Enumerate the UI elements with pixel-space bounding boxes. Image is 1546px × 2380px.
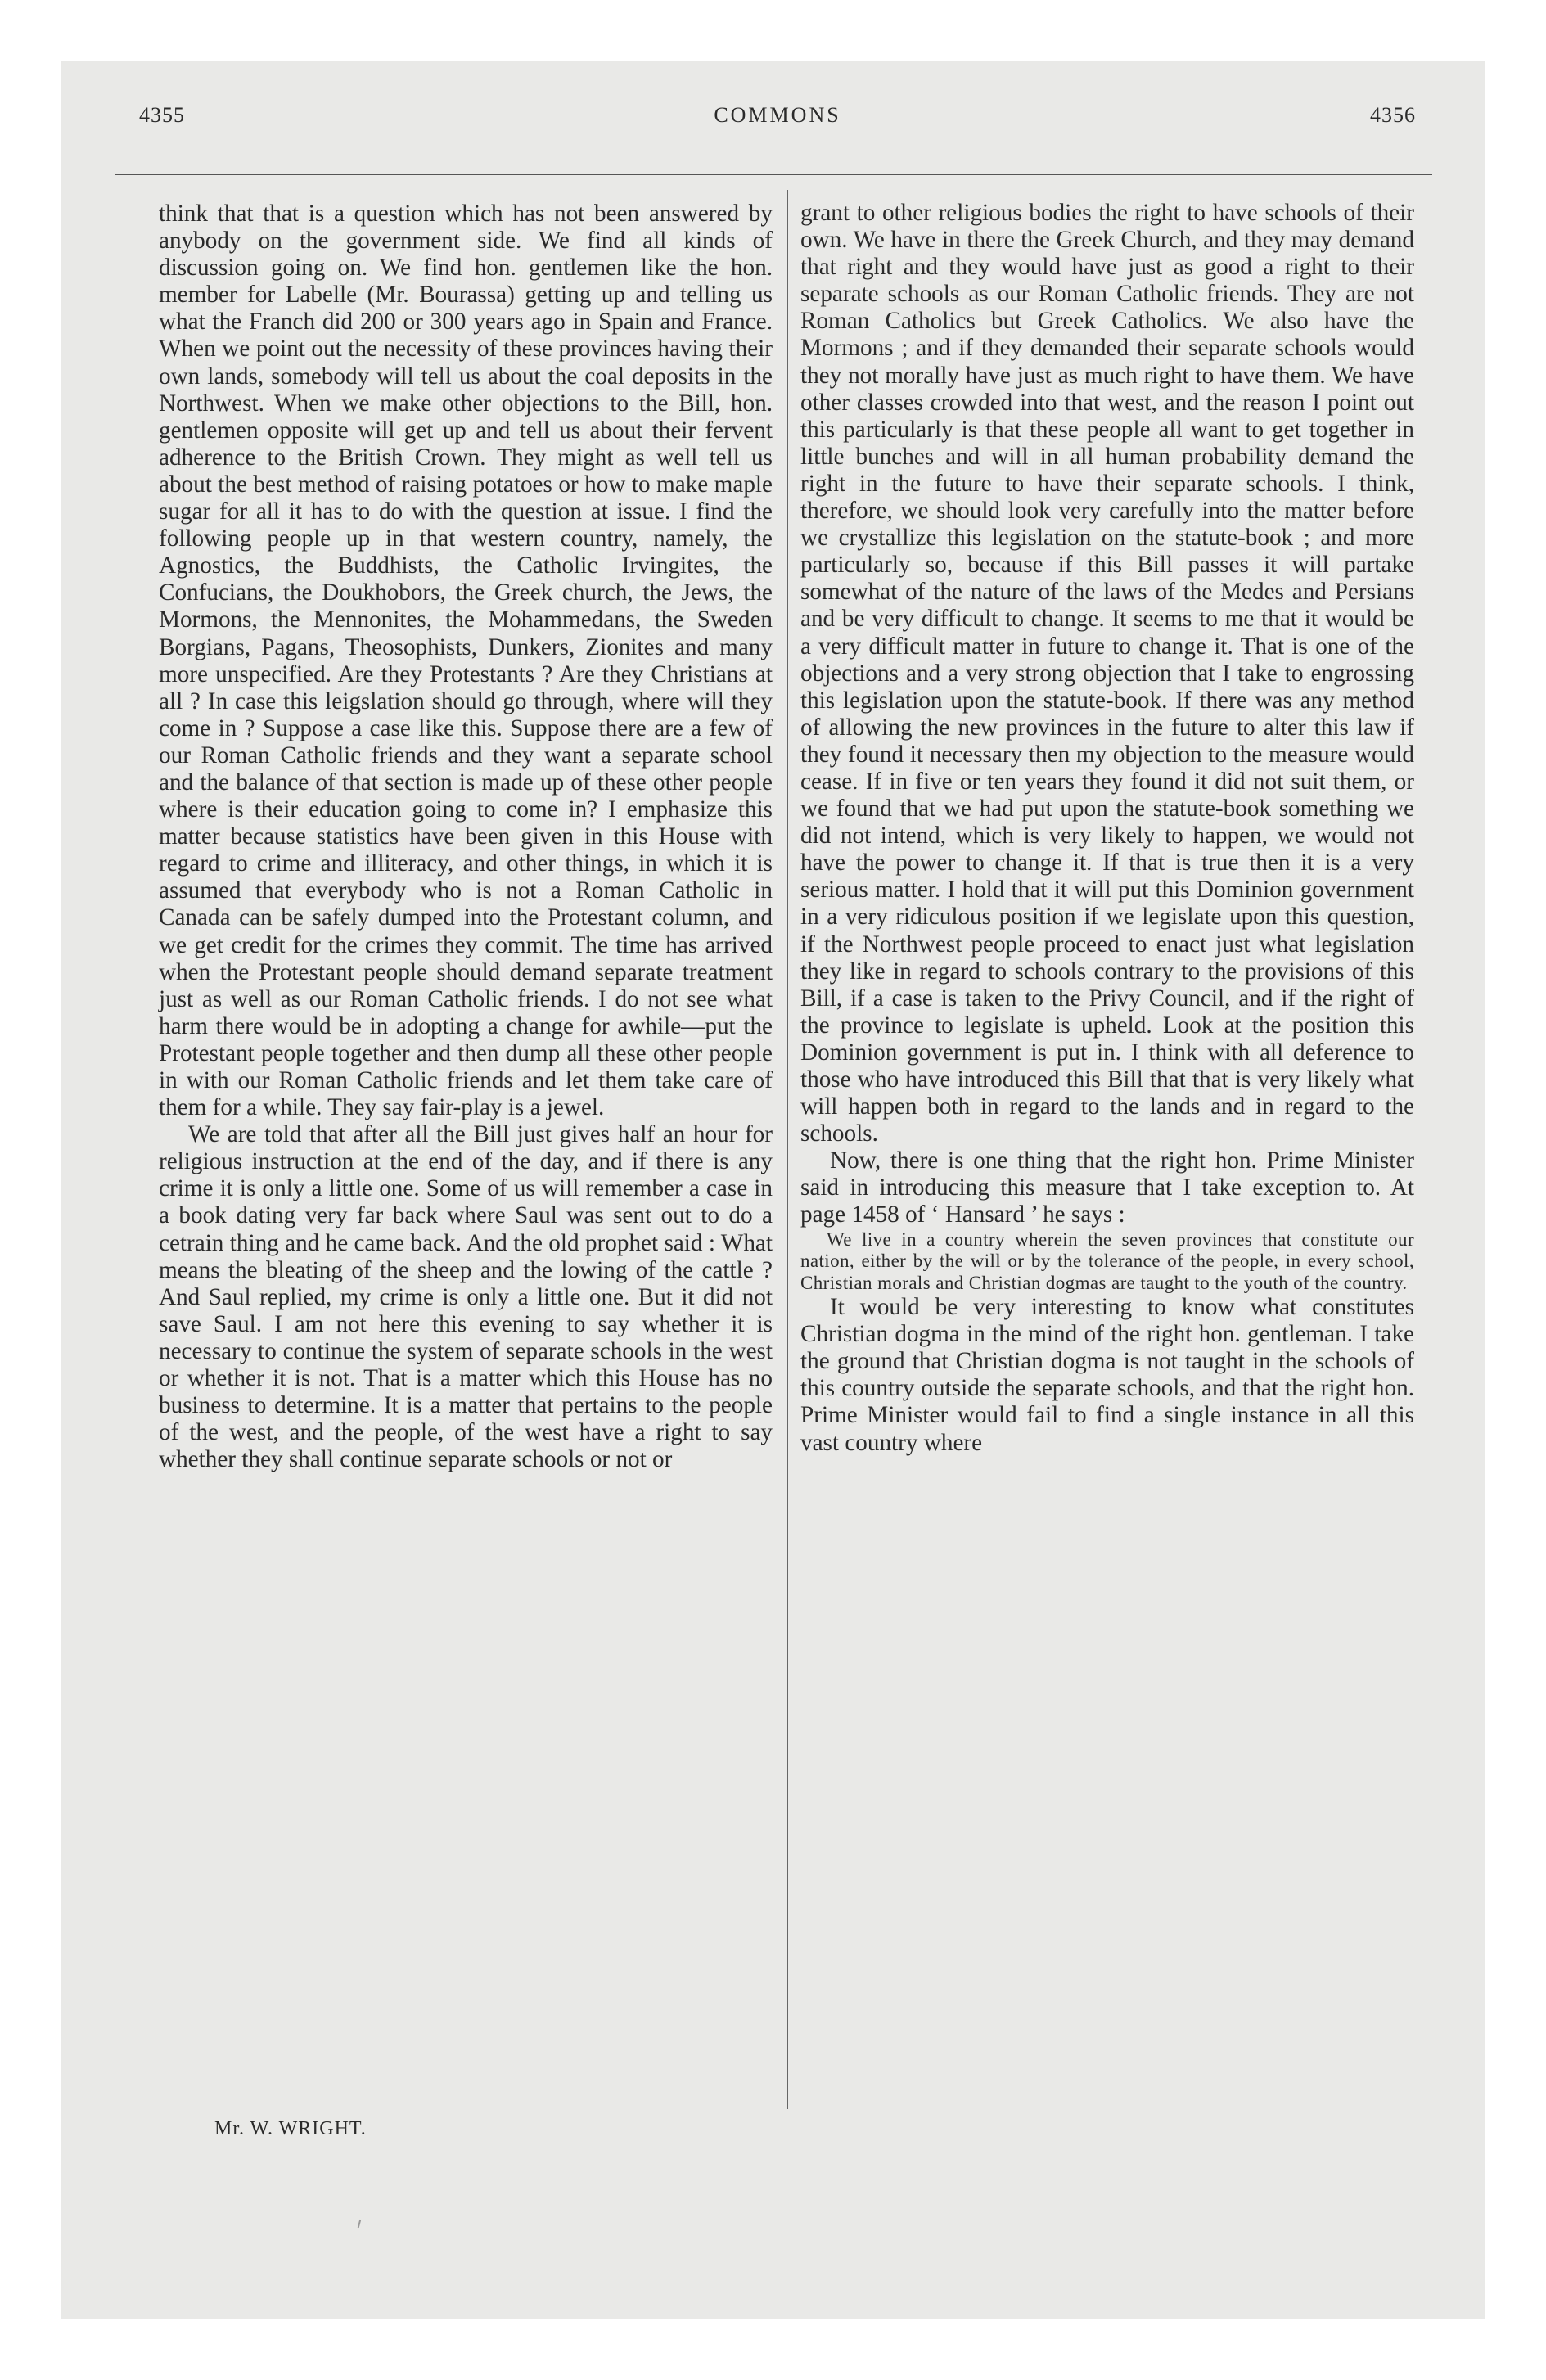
- right-paragraph-3: It would be very interesting to know what constitutes Christian dogma in the mind of the right hon. gentleman. I take the ground that Christian dogma is not taught in the schools of this country outside the separate schools, and that the right hon. Prime Minister would fail to find a single instance in all this vast country where: [800, 1294, 1414, 1456]
- right-paragraph-2: Now, there is one thing that the right hon. Prime Minister said in introducing this measure that I take exception to. At page 1458 of ‘ Hansard ’ he says :: [800, 1147, 1414, 1228]
- right-page-number: 4356: [1370, 103, 1416, 127]
- left-column: [159, 201, 773, 1473]
- right-column: [800, 200, 1414, 1457]
- block-quote: We live in a country wherein the seven provinces that constitute our nation, either by the will or by the tolerance of the people, in every school, Christian morals and Christian dogmas are taught to the youth of the country.: [800, 1228, 1414, 1293]
- left-page-number: 4355: [139, 103, 185, 127]
- header-title: COMMONS: [714, 103, 841, 127]
- header-rule-secondary: [115, 174, 1432, 175]
- column-divider: [787, 190, 788, 2109]
- page-header: [139, 103, 1416, 136]
- left-paragraph-1: think that that is a question which has not been answered by anybody on the government side. We find all kinds of discussion going on. We find hon. gentlemen like the hon. member for Labelle (Mr. Bourassa) getting up and telling us what the Franch did 200 or 300 years ago in Spain and France. When we point out the necessity of these provinces having their own lands, somebody will tell us about the coal deposits in the Northwest. When we make other objections to the Bill, hon. gentlemen opposite will get up and tell us about their fervent adherence to the British Crown. They might as well tell us about the best method of raising potatoes or how to make maple sugar for all it has to do with the question at issue. I find the following people up in that western country, namely, the Agnostics, the Buddhists, the Catholic Irvingites, the Confucians, the Doukhobors, the Greek church, the Jews, the Mormons, the Mennonites, the Mohammedans, the Sweden Borgians, Pagans, Theosophists, Dunkers, Zionites and many more unspecified. Are they Protestants ? Are they Christians at all ? In case this leigslation should go through, where will they come in ? Suppose a case like this. Suppose there are a few of our Roman Catholic friends and they want a separate school and the balance of that section is made up of these other people where is their education going to come in? I emphasize this matter because statistics have been given in this House with regard to crime and illiteracy, and other things, in which it is assumed that everybody who is not a Roman Catholic in Canada can be safely dumped into the Protestant column, and we get credit for the crimes they commit. The time has arrived when the Protestant people should demand separate treatment just as well as our Roman Catholic friends. I do not see what harm there would be in adopting a change for awhile—put the Protestant people together and then dump all these other people in with our Roman Catholic friends and let them take care of them for a while. They say fair-play is a jewel.: [159, 201, 773, 1121]
- speaker-signature: Mr. W. WRIGHT.: [214, 2118, 367, 2139]
- left-paragraph-2: We are told that after all the Bill just gives half an hour for religious instruction at the end of the day, and if there is any crime it is only a little one. Some of us will remember a case in a book dating very far back where Saul was sent out to do a cetrain thing and he came back. And the old prophet said : What means the bleating of the sheep and the lowing of the cattle ? And Saul replied, my crime is only a little one. But it did not save Saul. I am not here this evening to say whether it is necessary to continue the system of separate schools in the west or whether it is not. That is a matter which this House has no business to determine. It is a matter that pertains to the people of the west, and the people, of the west have a right to say whether they shall continue separate schools or not or: [159, 1121, 773, 1473]
- right-paragraph-1: grant to other religious bodies the right to have schools of their own. We have in there the Greek Church, and they may demand that right and they would have just as good a right to their separate schools as our Roman Catholic friends. They are not Roman Catholics but Greek Catholics. We also have the Mormons ; and if they demanded their separate schools would they not morally have just as much right to have them. We have other classes crowded into that west, and the reason I point out this particularly is that these people all want to get together in little bunches and will in all human probability demand the right in the future to have their separate schools. I think, therefore, we should look very carefully into the matter before we crystallize this legislation on the statute-book ; and more particularly so, because if this Bill passes it will partake somewhat of the nature of the laws of the Medes and Persians and be very difficult to change. It seems to me that it would be a very difficult matter in future to change it. That is one of the objections and a very strong objection that I take to engrossing this legislation upon the statute-book. If there was any method of allowing the new provinces in the future to alter this law if they found it necessary then my objection to the measure would cease. If in five or ten years they found it did not suit them, or we found that we had put upon the statute-book something we did not intend, which is very likely to happen, we would not have the power to change it. If that is true then it is a very serious matter. I hold that it will put this Dominion government in a very ridiculous position if we legislate upon this question, if the Northwest people proceed to enact just what legislation they like in regard to schools contrary to the provisions of this Bill, if a case is taken to the Privy Council, and if the right of the province to legislate is upheld. Look at the position this Dominion government is put in. I think with all deference to those who have introduced this Bill that that is very likely what will happen both in regard to the lands and in regard to the schools.: [800, 200, 1414, 1147]
